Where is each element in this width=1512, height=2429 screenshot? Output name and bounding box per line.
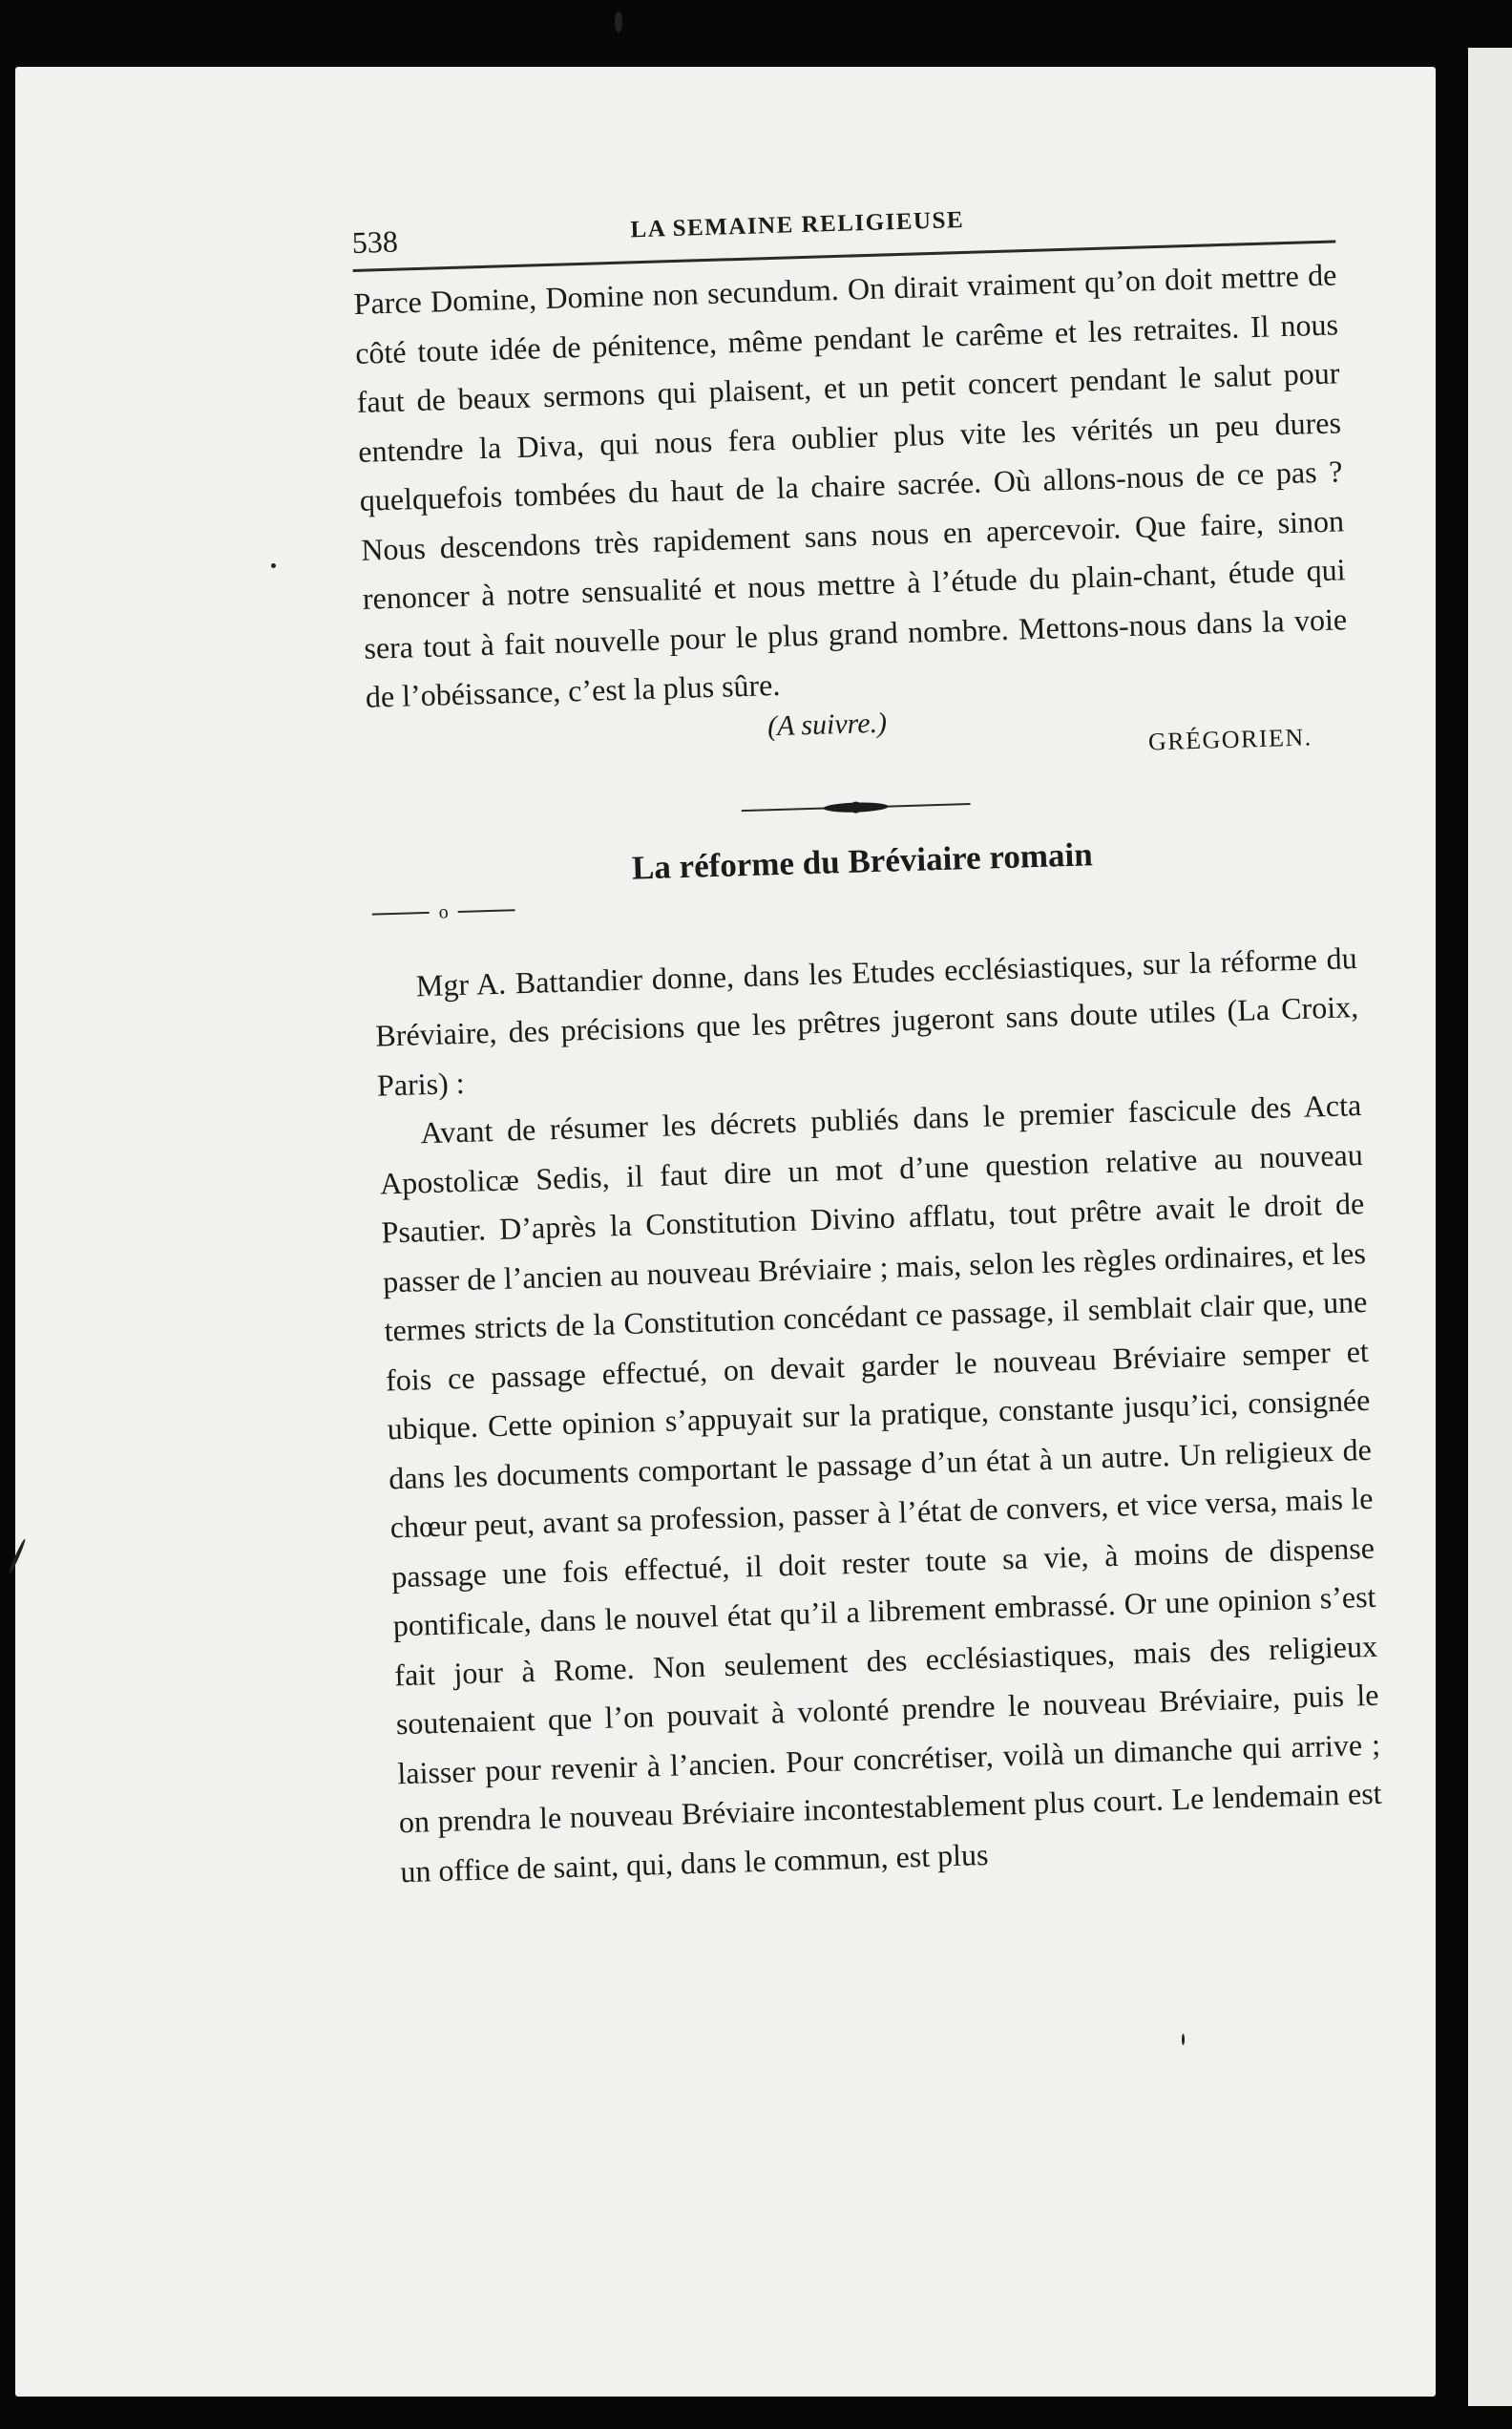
article-body xyxy=(373,934,1384,1897)
previous-article-paragraph: Parce Domine, Domine non secundum. On dirait vraiment qu’on doit mettre de côté toute idée de pénitence, même pendant le carême et les retraites. Il nous faut de beaux sermons qui plaisent, et un petit concert pendant le salut pour entendre la Diva, qui nous fera oublier plus vite les vérités un peu dures quelquefois tombées du haut de la chaire sacrée. Où allons-nous de ce pas ? Nous descendons très rapidement sans nous en apercevoir. Que faire, sinon renoncer à notre sensualité et nous mettre à l’étude du plain-chant, étude qui sera tout à fait nouvelle pour le plus grand nombre. Mettons-nous dans la voie de l’obéissance, c’est la plus sûre. xyxy=(353,257,1348,714)
page-number: 538 xyxy=(351,223,399,260)
scan-speck xyxy=(1182,2034,1185,2045)
scan-speck xyxy=(615,11,622,32)
separator-mark: o xyxy=(438,900,449,923)
scan-speck xyxy=(271,563,276,568)
article-paragraph: Mgr A. Battandier donne, dans les Etudes ecclésiastiques, sur la réforme du Bréviaire, des précisions que les prêtres jugeront sans doute utiles (La Croix, Paris) : xyxy=(374,940,1359,1103)
facing-page-edge xyxy=(1468,48,1512,2406)
to-be-continued: (A suivre.) xyxy=(766,707,888,742)
article-paragraph: Avant de résumer les décrets publiés dans le premier fascicule des Acta Apostolicæ Sedis, il faut dire un mot d’une question relative au nouveau Psautier. D’après la Constitution Divino afflatu, tout prêtre avait le droit de passer de l’ancien au nouveau Bréviaire ; mais, selon les règles ordinaires, et les termes stricts de la Constitution concédant ce passage, il semblait clair que, une fois ce passage effectué, on devait garder le nouveau Bréviaire semper et ubique. Cette opinion s’appuyait sur la pratique, constante jusqu’ici, consignée dans les documents comportant le passage d’un état à un autre. Un religieux de chœur peut, avant sa profession, passer à l’état de convers, et vice versa, mais le passage une fois effectué, il doit rester toute sa vie, à moins de dispense pontificale, dans le nouvel état qu’il a librement embrassé. Or une opinion s’est fait jour à Rome. Non seulement des ecclésiastiques, mais des religieux soutenaient que l’on pouvait à volonté prendre le nouveau Bréviaire, puis le laisser pour revenir à l’ancien. Pour concrétiser, voilà un dimanche qui arrive ; on prendra le nouveau Bréviaire incontestablement plus court. Le lendemain est un office de saint, qui, dans le commun, est plus xyxy=(379,1088,1383,1889)
page-content xyxy=(351,186,1384,1896)
scan-speck xyxy=(8,1538,27,1574)
author-signature: GRÉGORIEN. xyxy=(1147,722,1313,755)
ornament-divider-icon xyxy=(741,794,970,820)
title-separator xyxy=(371,898,515,925)
article-title: La réforme du Bréviaire romain xyxy=(631,834,1094,887)
binding-gutter xyxy=(1436,0,1468,2429)
journal-title: LA SEMAINE RELIGIEUSE xyxy=(630,206,965,243)
